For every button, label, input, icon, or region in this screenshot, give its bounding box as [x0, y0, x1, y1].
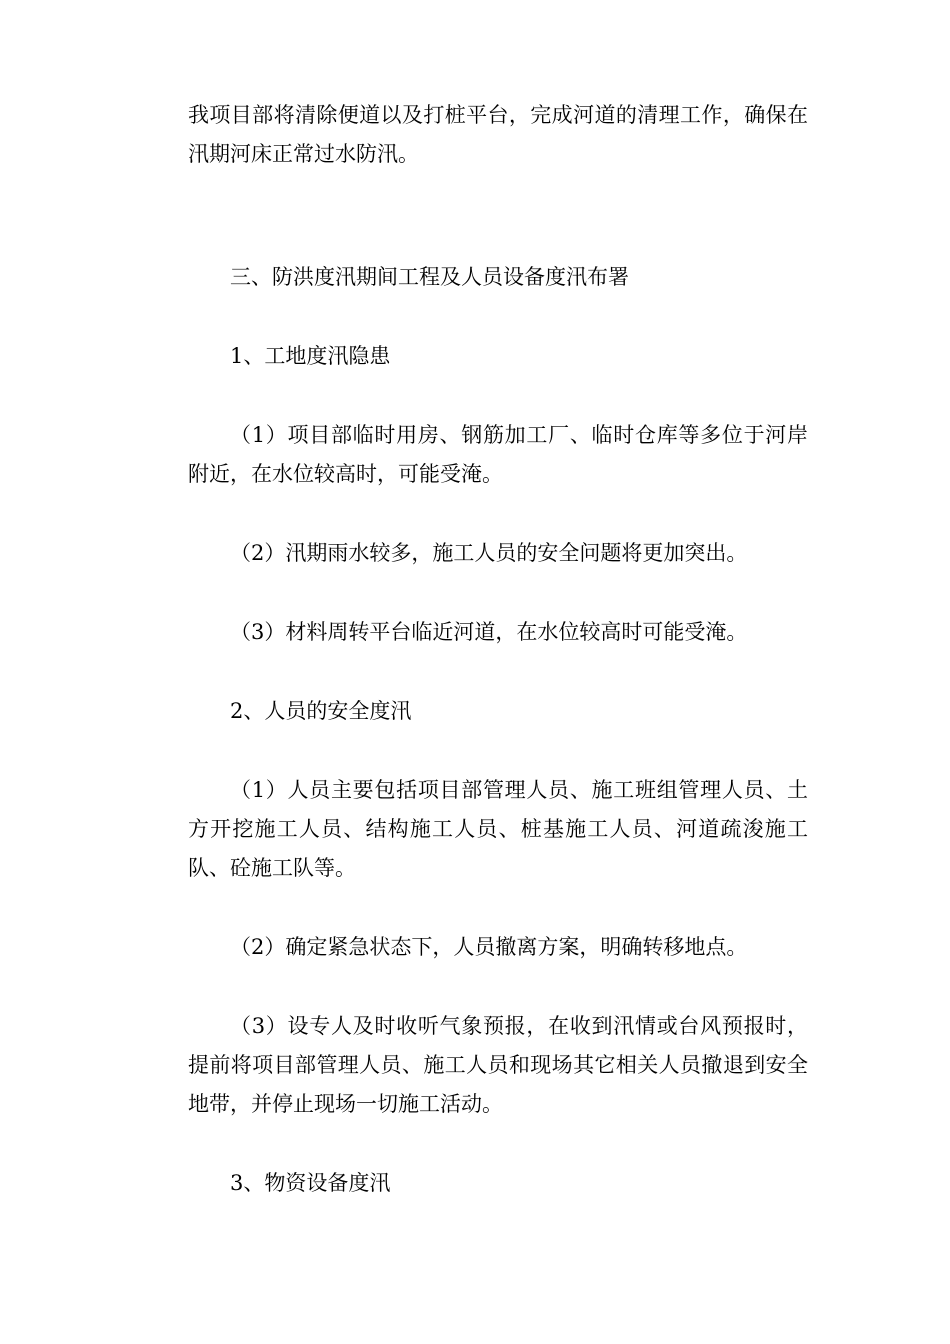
list-item-site-hazard-3: （3）材料周转平台临近河道，在水位较高时可能受淹。: [230, 620, 748, 644]
list-item-site-hazard-2: （2）汛期雨水较多，施工人员的安全问题将更加突出。: [230, 541, 748, 565]
document-body: [188, 96, 808, 1203]
subheading-personnel-safety: 2、人员的安全度汛: [230, 699, 412, 723]
list-item-personnel-3: （3）设专人及时收听气象预报，在收到汛情或台风预报时，提前将项目部管理人员、施工人员和现场其它相关人员撤退到安全地带，并停止现场一切施工活动。: [188, 1014, 808, 1116]
section-heading-3: 三、防洪度汛期间工程及人员设备度汛布署: [230, 265, 629, 289]
paragraph-flood-clearance: 我项目部将清除便道以及打桩平台，完成河道的清理工作，确保在汛期河床正常过水防汛。: [188, 103, 808, 166]
subheading-site-hazards: 1、工地度汛隐患: [230, 344, 391, 368]
list-item-personnel-2: （2）确定紧急状态下，人员撤离方案，明确转移地点。: [230, 935, 748, 959]
list-item-site-hazard-1: （1）项目部临时用房、钢筋加工厂、临时仓库等多位于河岸附近，在水位较高时，可能受淹。: [188, 423, 808, 486]
subheading-materials-equipment: 3、物资设备度汛: [230, 1171, 391, 1195]
list-item-personnel-1: （1）人员主要包括项目部管理人员、施工班组管理人员、土方开挖施工人员、结构施工人员、桩基施工人员、河道疏浚施工队、砼施工队等。: [188, 778, 808, 880]
